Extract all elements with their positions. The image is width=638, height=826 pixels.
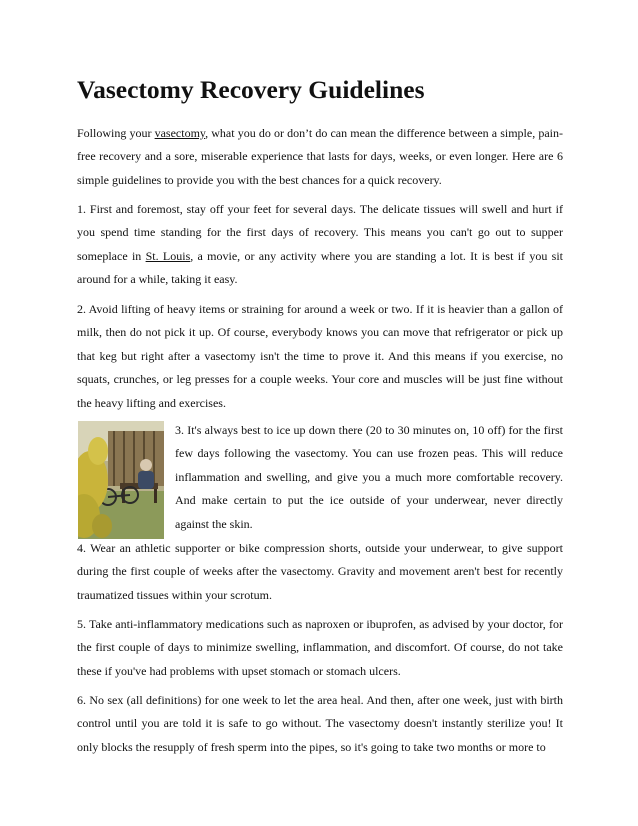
guideline-2-paragraph: 2. Avoid lifting of heavy items or straining for around a week or two. If it is heavier than a gallon of milk, then do not pick it up. Of course, everybody knows you can move that refrigerator or pick up that keg but right after a vasectomy isn't the time to prove it. And this means if you exercise, no squats, crunches, or leg presses for a couple weeks. Your core and muscles will be just fine without the heavy lifting and exercises. — [77, 302, 563, 410]
vasectomy-link[interactable]: vasectomy — [154, 126, 206, 140]
guideline-4-paragraph: 4. Wear an athletic supporter or bike compression shorts, outside your underwear, to give support during the first couple of weeks after the vasectomy. Gravity and movement aren't best for recently traumatized tissues within your scrotum. — [77, 541, 563, 602]
guideline-5-paragraph: 5. Take anti-inflammatory medications such as naproxen or ibuprofen, as advised by your doctor, for the first couple of days to minimize swelling, inflammation, and discomfort. Of course, do not take these if you've had problems with upset stomach or stomach ulcers. — [77, 617, 563, 678]
page-title: Vasectomy Recovery Guidelines — [77, 75, 425, 104]
guideline-1-paragraph: 1. First and foremost, stay off your feet for several days. The delicate tissues will swell and hurt if you spend time standing for the first days of recovery. This means you can't go out to supper someplace in St. Louis, a movie, or any activity where you are standing a lot. It is best if you sit around for a while, taking it easy. — [77, 202, 564, 287]
park-bench-image — [78, 421, 164, 539]
guideline-6-paragraph: 6. No sex (all definitions) for one week to let the area heal. And then, after one week, just with birth control until you are told it is safe to go without. The vasectomy doesn't instantly sterilize you! It only blocks the resupply of fresh sperm into the pipes, so it's going to take two months or more to — [77, 693, 563, 754]
park-bench-photo — [78, 421, 164, 539]
guideline-3-paragraph: 3. It's always best to ice up down there (20 to 30 minutes on, 10 off) for the first few days following the vasectomy. You can use frozen peas. This will reduce inflammation and swelling, and give you a much more comfortable recovery. And make certain to put the ice outside of your underwear, never directly against the skin. — [175, 423, 563, 531]
st-louis-link[interactable]: St. Louis — [145, 248, 191, 263]
intro-paragraph: Following your vasectomy, what you do or don’t do can mean the difference between a simple, pain-free recovery and a sore, miserable experience that lasts for days, weeks, or even longer. Here are 6 simple guidelines to provide you with the best chances for a quick recovery. — [77, 126, 563, 187]
